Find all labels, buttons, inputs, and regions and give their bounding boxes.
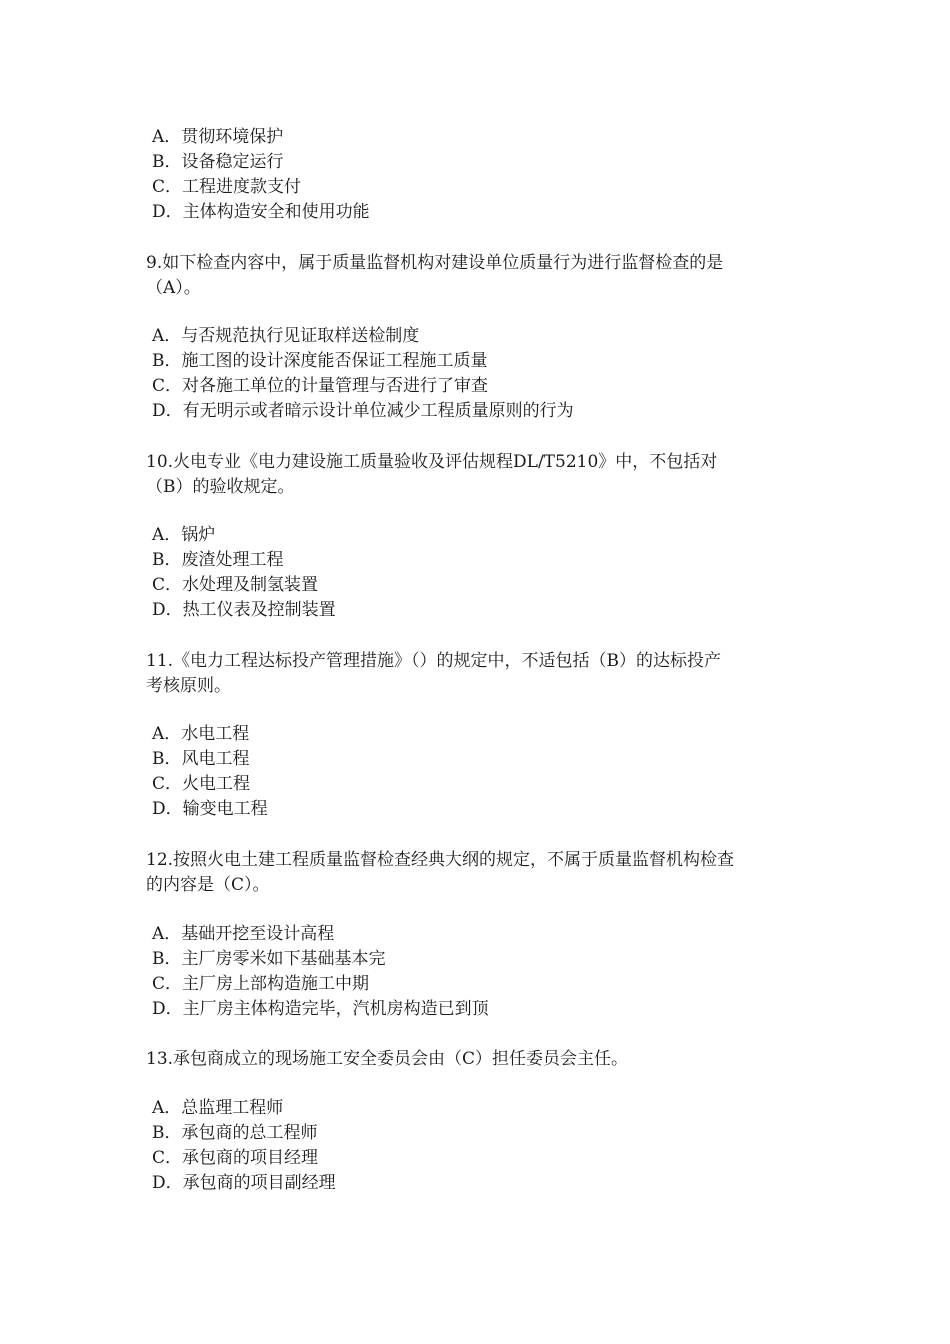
question-11-line-1: 11.《电力工程达标投产管理措施》（）的规定中，不适包括（B）的达标投产 [146, 651, 722, 671]
question-13-line-1: 13.承包商成立的现场施工安全委员会由（C）担任委员会主任。 [146, 1049, 629, 1069]
option-d: D．主厂房主体构造完毕，汽机房构造已到顶 [152, 999, 489, 1019]
option-c: C．水处理及制氢装置 [152, 575, 319, 595]
question-12-line-2: 的内容是（C）。 [146, 875, 270, 895]
option-d: D．有无明示或者暗示设计单位减少工程质量原则的行为 [152, 401, 574, 421]
question-9-line-1: 9.如下检查内容中，属于质量监督机构对建设单位质量行为进行监督检查的是 [146, 253, 724, 273]
option-b: B．承包商的总工程师 [152, 1123, 318, 1143]
option-c: C．火电工程 [152, 774, 251, 794]
question-9-line-2: （A）。 [146, 278, 201, 298]
option-a: A．锅炉 [152, 525, 216, 545]
question-11-line-2: 考核原则。 [146, 676, 231, 696]
option-c: C．主厂房上部构造施工中期 [152, 974, 370, 994]
option-c: C．承包商的项目经理 [152, 1148, 319, 1168]
option-a: A．水电工程 [152, 724, 250, 744]
question-12-line-1: 12.按照火电土建工程质量监督检查经典大纲的规定，不属于质量监督机构检查 [146, 850, 735, 870]
option-a: A．基础开挖至设计高程 [152, 924, 335, 944]
option-c: C．工程进度款支付 [152, 177, 302, 197]
option-d: D．承包商的项目副经理 [152, 1173, 336, 1193]
option-d: D．热工仪表及控制装置 [152, 600, 336, 620]
option-b: B．主厂房零米如下基础基本完 [152, 949, 386, 969]
option-b: B．废渣处理工程 [152, 550, 284, 570]
option-a: A．总监理工程师 [152, 1098, 284, 1118]
option-b: B．风电工程 [152, 749, 250, 769]
option-a: A．与否规范执行见证取样送检制度 [152, 326, 420, 346]
option-b: B．施工图的设计深度能否保证工程施工质量 [152, 351, 488, 371]
option-b: B．设备稳定运行 [152, 152, 284, 172]
option-a: A．贯彻环境保护 [152, 127, 284, 147]
question-10-line-1: 10.火电专业《电力建设施工质量验收及评估规程DL/T5210》中，不包括对 [146, 452, 718, 472]
option-c: C．对各施工单位的计量管理与否进行了审查 [152, 376, 489, 396]
question-10-line-2: （B）的验收规定。 [146, 477, 295, 497]
option-d: D．主体构造安全和使用功能 [152, 202, 370, 222]
option-d: D．输变电工程 [152, 799, 268, 819]
